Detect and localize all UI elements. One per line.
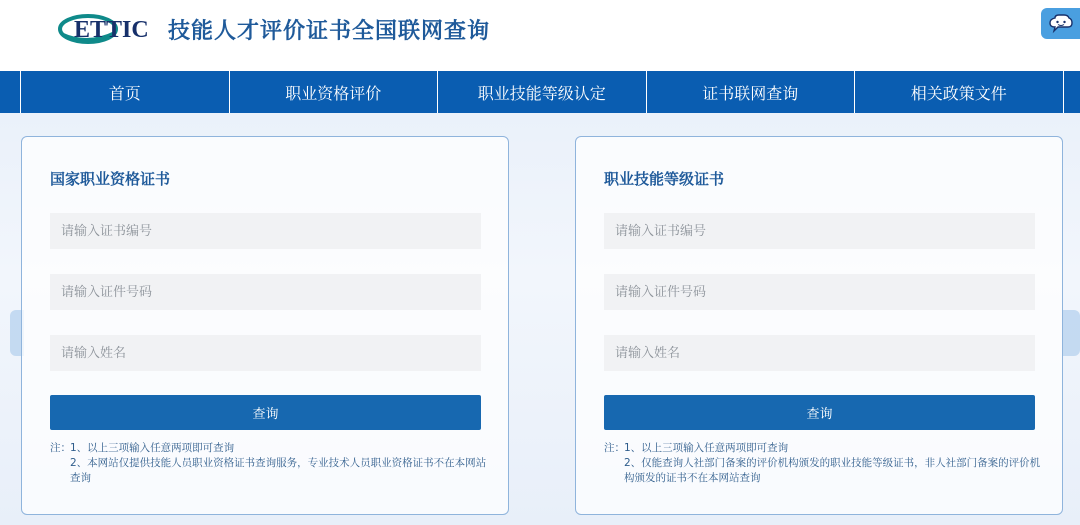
query-button[interactable]: 查询 [50, 395, 481, 430]
site-title: 技能人才评价证书全国联网查询 [168, 19, 491, 44]
right-carousel-tab [1062, 310, 1080, 356]
ettic-logo [58, 12, 158, 46]
id-number-input[interactable] [50, 274, 481, 310]
nav-item-policy-documents[interactable]: 相关政策文件 [855, 71, 1064, 113]
certificate-number-input[interactable] [50, 213, 481, 249]
nav-spacer [0, 71, 21, 113]
note-item: 2、仅能查询人社部门备案的评价机构颁发的职业技能等级证书，非人社部门备案的评价机构颁发的证书不在本网站查询 [624, 457, 1041, 484]
main-nav [0, 71, 1080, 113]
site-header [0, 0, 1080, 71]
qualification-certificate-panel [21, 136, 509, 515]
nav-item-home[interactable]: 首页 [21, 71, 230, 113]
note-item: 1、以上三项输入任意两项即可查询 [70, 442, 235, 454]
nav-item-skill-level-certification[interactable]: 职业技能等级认定 [438, 71, 647, 113]
panel-title: 职业技能等级证书 [604, 170, 725, 188]
chat-widget-button[interactable] [1041, 8, 1080, 39]
certificate-number-input[interactable] [604, 213, 1035, 249]
note-prefix: 注： [50, 442, 71, 454]
nav-spacer [1064, 71, 1080, 113]
note-prefix: 注： [604, 442, 625, 454]
nav-item-vocational-qualification[interactable]: 职业资格评价 [230, 71, 439, 113]
chat-bubble-icon [1049, 14, 1073, 34]
panel-title: 国家职业资格证书 [50, 170, 171, 188]
query-notes [604, 441, 1044, 486]
query-notes [50, 441, 490, 486]
nav-item-certificate-query[interactable]: 证书联网查询 [647, 71, 856, 113]
note-item: 2、本网站仅提供技能人员职业资格证书查询服务，专业技术人员职业资格证书不在本网站查询 [70, 457, 487, 484]
name-input[interactable] [50, 335, 481, 371]
logo-text: ETTIC [74, 17, 149, 43]
query-button[interactable]: 查询 [604, 395, 1035, 430]
note-item: 1、以上三项输入任意两项即可查询 [624, 442, 789, 454]
skill-level-certificate-panel [575, 136, 1063, 515]
name-input[interactable] [604, 335, 1035, 371]
id-number-input[interactable] [604, 274, 1035, 310]
